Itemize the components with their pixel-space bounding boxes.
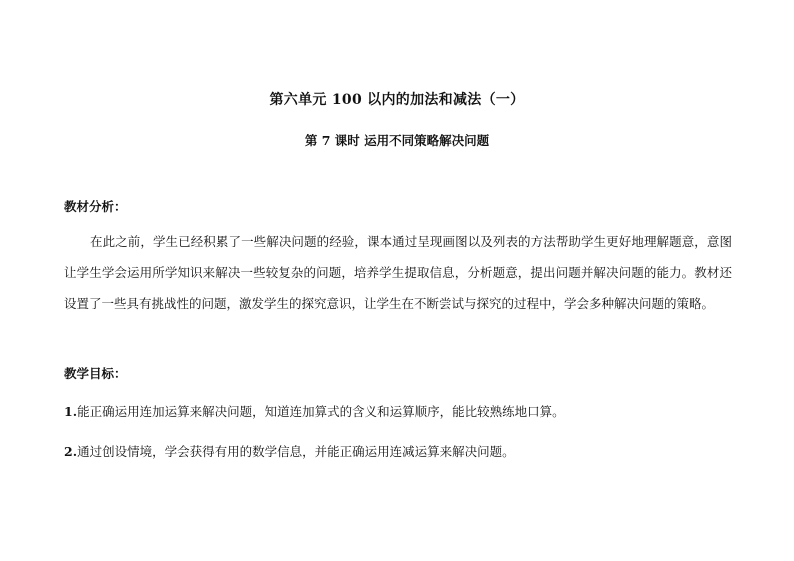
goals-heading: 教学目标： (64, 366, 127, 381)
goal-number: 1. (64, 404, 78, 419)
document-title: 第六单元 100 以内的加法和减法（一） (269, 92, 525, 108)
goal-text: 能正确运用连加运算来解决问题，知道连加算式的含义和运算顺序，能比较熟练地口算。 (77, 404, 565, 419)
lesson-subtitle: 第 7 课时 运用不同策略解决问题 (304, 133, 490, 148)
goal-number: 2. (64, 444, 78, 459)
goal-item-1 (64, 402, 732, 420)
goal-item-2 (64, 442, 732, 460)
analysis-heading: 教材分析： (64, 199, 127, 214)
analysis-paragraph: 在此之前，学生已经积累了一些解决问题的经验，课本通过呈现画图以及列表的方法帮助学生更好地理解题意，意图让学生学会运用所学知识来解决一些较复杂的问题，培养学生提取信息，分析题意，提出问题并解决问题的能力。教材还设置了一些具有挑战性的问题，激发学生的探究意识，让学生在不断尝试与探究的过程中，学会多种解决问题的策略。 (64, 234, 732, 311)
goal-text: 通过创设情境，学会获得有用的数学信息，并能正确运用连减运算来解决问题。 (77, 444, 515, 459)
